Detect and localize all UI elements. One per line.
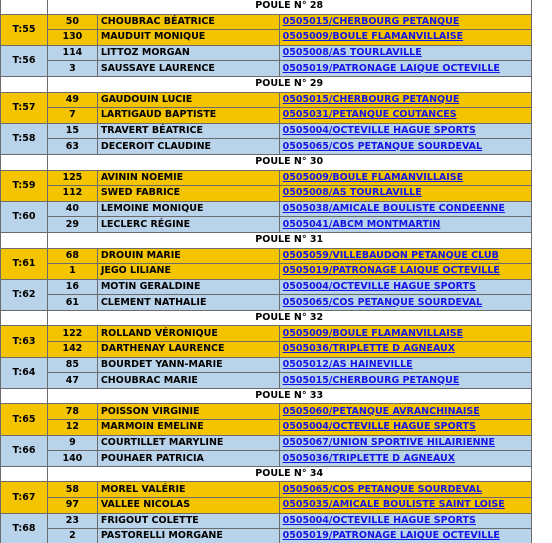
poule-header-row xyxy=(1,232,552,248)
player-number-cell[interactable]: 9 xyxy=(47,435,97,451)
club-link-cell[interactable]: 0505004/OCTEVILLE HAGUE SPORTS xyxy=(279,513,531,529)
empty-cell[interactable] xyxy=(531,30,552,46)
player-number-cell[interactable]: 122 xyxy=(47,326,97,342)
table-row xyxy=(1,342,552,358)
player-number-cell[interactable]: 61 xyxy=(47,295,97,311)
player-number-cell[interactable]: 125 xyxy=(47,170,97,186)
player-name-cell[interactable]: DROUIN MARIE xyxy=(97,248,279,264)
empty-cell[interactable] xyxy=(531,108,552,124)
club-link-cell[interactable]: 0505015/CHERBOURG PETANQUE xyxy=(279,92,531,108)
team-cell[interactable]: T:59 xyxy=(1,170,48,201)
empty-cell[interactable] xyxy=(531,420,552,436)
empty-cell[interactable] xyxy=(531,45,552,61)
empty-cell[interactable] xyxy=(531,279,552,295)
table-row xyxy=(1,498,552,514)
player-number-cell[interactable]: 50 xyxy=(47,14,97,30)
club-link-cell[interactable]: 0505035/AMICALE BOULISTE SAINT LOISE xyxy=(279,498,531,514)
club-link-cell[interactable]: 0505009/BOULE FLAMANVILLAISE xyxy=(279,170,531,186)
club-link-cell[interactable]: 0505012/AS HAINEVILLE xyxy=(279,357,531,373)
club-link-cell[interactable]: 0505036/TRIPLETTE D AGNEAUX xyxy=(279,451,531,467)
empty-cell[interactable] xyxy=(531,529,552,543)
player-number-cell[interactable]: 29 xyxy=(47,217,97,233)
player-name-cell[interactable]: CHOUBRAC BÉATRICE xyxy=(97,14,279,30)
player-number-cell[interactable]: 3 xyxy=(47,61,97,77)
player-number-cell[interactable]: 1 xyxy=(47,264,97,280)
empty-cell[interactable] xyxy=(531,498,552,514)
player-number-cell[interactable]: 97 xyxy=(47,498,97,514)
club-link-cell[interactable]: 0505004/OCTEVILLE HAGUE SPORTS xyxy=(279,420,531,436)
player-number-cell[interactable]: 130 xyxy=(47,30,97,46)
player-name-cell[interactable]: DECEROIT CLAUDINE xyxy=(97,139,279,155)
club-link-cell[interactable]: 0505065/COS PETANQUE SOURDEVAL xyxy=(279,139,531,155)
poule-title[interactable]: POULE N° 33 xyxy=(47,388,531,404)
empty-cell[interactable] xyxy=(531,76,552,92)
table-row xyxy=(1,295,552,311)
table-row xyxy=(1,61,552,77)
empty-cell[interactable] xyxy=(531,326,552,342)
club-link-cell[interactable]: 0505015/CHERBOURG PETANQUE xyxy=(279,14,531,30)
player-number-cell[interactable]: 142 xyxy=(47,342,97,358)
player-name-cell[interactable]: TRAVERT BÉATRICE xyxy=(97,123,279,139)
player-name-cell[interactable]: MOREL VALÉRIE xyxy=(97,482,279,498)
empty-cell[interactable] xyxy=(1,154,48,170)
empty-cell[interactable] xyxy=(531,513,552,529)
club-link-cell[interactable]: 0505015/CHERBOURG PETANQUE xyxy=(279,373,531,389)
team-cell[interactable]: T:64 xyxy=(1,357,48,388)
poule-table-body xyxy=(1,0,552,543)
empty-cell[interactable] xyxy=(1,388,48,404)
empty-cell[interactable] xyxy=(531,357,552,373)
club-link-cell[interactable]: 0505067/UNION SPORTIVE HILAIRIENNE xyxy=(279,435,531,451)
club-link-cell[interactable]: 0505008/AS TOURLAVILLE xyxy=(279,45,531,61)
table-row xyxy=(1,357,552,373)
club-link-cell[interactable]: 0505031/PETANQUE COUTANCES xyxy=(279,108,531,124)
table-row xyxy=(1,248,552,264)
empty-cell[interactable] xyxy=(1,0,48,14)
table-row xyxy=(1,123,552,139)
club-link-cell[interactable]: 0505004/OCTEVILLE HAGUE SPORTS xyxy=(279,123,531,139)
table-row xyxy=(1,279,552,295)
player-number-cell[interactable]: 78 xyxy=(47,404,97,420)
table-row xyxy=(1,529,552,543)
empty-cell[interactable] xyxy=(1,310,48,326)
empty-cell[interactable] xyxy=(531,186,552,202)
player-number-cell[interactable]: 58 xyxy=(47,482,97,498)
player-name-cell[interactable]: PASTORELLI MORGANE xyxy=(97,529,279,543)
club-link-cell[interactable]: 0505004/OCTEVILLE HAGUE SPORTS xyxy=(279,279,531,295)
table-row xyxy=(1,14,552,30)
team-cell[interactable]: T:57 xyxy=(1,92,48,123)
player-number-cell[interactable]: 15 xyxy=(47,123,97,139)
team-cell[interactable]: T:67 xyxy=(1,482,48,513)
team-cell[interactable]: T:55 xyxy=(1,14,48,45)
team-cell[interactable]: T:61 xyxy=(1,248,48,279)
player-name-cell[interactable]: LARTIGAUD BAPTISTE xyxy=(97,108,279,124)
empty-cell[interactable] xyxy=(531,201,552,217)
empty-cell[interactable] xyxy=(531,217,552,233)
poule-title[interactable]: POULE N° 31 xyxy=(47,232,531,248)
empty-cell[interactable] xyxy=(531,482,552,498)
team-cell[interactable]: T:68 xyxy=(1,513,48,543)
player-name-cell[interactable]: COURTILLET MARYLINE xyxy=(97,435,279,451)
poule-header-row xyxy=(1,154,552,170)
table-row xyxy=(1,326,552,342)
player-number-cell[interactable]: 112 xyxy=(47,186,97,202)
empty-cell[interactable] xyxy=(531,466,552,482)
team-cell[interactable]: T:58 xyxy=(1,123,48,154)
player-name-cell[interactable]: GAUDOUIN LUCIE xyxy=(97,92,279,108)
empty-cell[interactable] xyxy=(531,170,552,186)
table-row xyxy=(1,513,552,529)
player-name-cell[interactable]: POUHAER PATRICIA xyxy=(97,451,279,467)
player-number-cell[interactable]: 85 xyxy=(47,357,97,373)
player-name-cell[interactable]: AVININ NOEMIE xyxy=(97,170,279,186)
empty-cell[interactable] xyxy=(531,14,552,30)
club-link-cell[interactable]: 0505009/BOULE FLAMANVILLAISE xyxy=(279,30,531,46)
player-name-cell[interactable]: LECLERC RÉGINE xyxy=(97,217,279,233)
empty-cell[interactable] xyxy=(531,388,552,404)
table-row xyxy=(1,45,552,61)
team-cell[interactable]: T:60 xyxy=(1,201,48,232)
player-name-cell[interactable]: MOTIN GERALDINE xyxy=(97,279,279,295)
table-row xyxy=(1,264,552,280)
table-row xyxy=(1,92,552,108)
table-row xyxy=(1,435,552,451)
empty-cell[interactable] xyxy=(531,404,552,420)
player-number-cell[interactable]: 63 xyxy=(47,139,97,155)
team-cell[interactable]: T:65 xyxy=(1,404,48,435)
player-name-cell[interactable]: LEMOINE MONIQUE xyxy=(97,201,279,217)
poule-header-row xyxy=(1,310,552,326)
club-link-cell[interactable]: 0505041/ABCM MONTMARTIN xyxy=(279,217,531,233)
player-number-cell[interactable]: 40 xyxy=(47,201,97,217)
empty-cell[interactable] xyxy=(531,232,552,248)
table-row xyxy=(1,420,552,436)
player-number-cell[interactable]: 16 xyxy=(47,279,97,295)
empty-cell[interactable] xyxy=(531,154,552,170)
club-link-cell[interactable]: 0505036/TRIPLETTE D AGNEAUX xyxy=(279,342,531,358)
empty-cell[interactable] xyxy=(531,123,552,139)
team-cell[interactable]: T:62 xyxy=(1,279,48,310)
table-row xyxy=(1,404,552,420)
club-link-cell[interactable]: 0505019/PATRONAGE LAIQUE OCTEVILLE xyxy=(279,61,531,77)
empty-cell[interactable] xyxy=(531,451,552,467)
poule-title[interactable]: POULE N° 34 xyxy=(47,466,531,482)
empty-cell[interactable] xyxy=(1,76,48,92)
player-name-cell[interactable]: ROLLAND VÉRONIQUE xyxy=(97,326,279,342)
player-number-cell[interactable]: 7 xyxy=(47,108,97,124)
player-number-cell[interactable]: 68 xyxy=(47,248,97,264)
club-link-cell[interactable]: 0505038/AMICALE BOULISTE CONDEENNE xyxy=(279,201,531,217)
club-link-cell[interactable]: 0505008/AS TOURLAVILLE xyxy=(279,186,531,202)
player-number-cell[interactable]: 23 xyxy=(47,513,97,529)
empty-cell[interactable] xyxy=(1,232,48,248)
table-row xyxy=(1,217,552,233)
empty-cell[interactable] xyxy=(531,139,552,155)
poule-title[interactable]: POULE N° 32 xyxy=(47,310,531,326)
player-number-cell[interactable]: 12 xyxy=(47,420,97,436)
poule-header-row xyxy=(1,76,552,92)
poule-title[interactable]: POULE N° 28 xyxy=(47,0,531,14)
club-link-cell[interactable]: 0505065/COS PETANQUE SOURDEVAL xyxy=(279,295,531,311)
table-row xyxy=(1,482,552,498)
poule-header-row xyxy=(1,388,552,404)
team-cell[interactable]: T:56 xyxy=(1,45,48,76)
player-name-cell[interactable]: SWED FABRICE xyxy=(97,186,279,202)
player-number-cell[interactable]: 47 xyxy=(47,373,97,389)
empty-cell[interactable] xyxy=(531,248,552,264)
table-row xyxy=(1,451,552,467)
player-name-cell[interactable]: MARMOIN EMELINE xyxy=(97,420,279,436)
club-link-cell[interactable]: 0505060/PETANQUE AVRANCHINAISE xyxy=(279,404,531,420)
player-name-cell[interactable]: FRIGOUT COLETTE xyxy=(97,513,279,529)
club-link-cell[interactable]: 0505019/PATRONAGE LAIQUE OCTEVILLE xyxy=(279,529,531,543)
table-row xyxy=(1,170,552,186)
player-name-cell[interactable]: CLEMENT NATHALIE xyxy=(97,295,279,311)
player-name-cell[interactable]: DARTHENAY LAURENCE xyxy=(97,342,279,358)
player-number-cell[interactable]: 140 xyxy=(47,451,97,467)
player-number-cell[interactable]: 2 xyxy=(47,529,97,543)
table-row xyxy=(1,30,552,46)
empty-cell[interactable] xyxy=(531,435,552,451)
empty-cell[interactable] xyxy=(531,310,552,326)
player-name-cell[interactable]: CHOUBRAC MARIE xyxy=(97,373,279,389)
empty-cell[interactable] xyxy=(531,92,552,108)
player-name-cell[interactable]: SAUSSAYE LAURENCE xyxy=(97,61,279,77)
poule-header-row xyxy=(1,0,552,14)
club-link-cell[interactable]: 0505065/COS PETANQUE SOURDEVAL xyxy=(279,482,531,498)
empty-cell[interactable] xyxy=(531,264,552,280)
table-row xyxy=(1,186,552,202)
player-number-cell[interactable]: 114 xyxy=(47,45,97,61)
club-link-cell[interactable]: 0505059/VILLEBAUDON PETANQUE CLUB xyxy=(279,248,531,264)
empty-cell[interactable] xyxy=(531,61,552,77)
player-name-cell[interactable]: BOURDET YANN-MARIE xyxy=(97,357,279,373)
player-name-cell[interactable]: VALLEE NICOLAS xyxy=(97,498,279,514)
club-link-cell[interactable]: 0505019/PATRONAGE LAIQUE OCTEVILLE xyxy=(279,264,531,280)
club-link-cell[interactable]: 0505009/BOULE FLAMANVILLAISE xyxy=(279,326,531,342)
table-row xyxy=(1,108,552,124)
team-cell[interactable]: T:63 xyxy=(1,326,48,357)
player-number-cell[interactable]: 49 xyxy=(47,92,97,108)
poule-title[interactable]: POULE N° 30 xyxy=(47,154,531,170)
empty-cell[interactable] xyxy=(531,342,552,358)
empty-cell[interactable] xyxy=(531,373,552,389)
poule-header-row xyxy=(1,466,552,482)
player-name-cell[interactable]: POISSON VIRGINIE xyxy=(97,404,279,420)
table-row xyxy=(1,373,552,389)
empty-cell[interactable] xyxy=(531,295,552,311)
poule-title[interactable]: POULE N° 29 xyxy=(47,76,531,92)
player-name-cell[interactable]: JEGO LILIANE xyxy=(97,264,279,280)
empty-cell[interactable] xyxy=(531,0,552,14)
team-cell[interactable]: T:66 xyxy=(1,435,48,466)
player-name-cell[interactable]: LITTOZ MORGAN xyxy=(97,45,279,61)
table-row xyxy=(1,139,552,155)
player-name-cell[interactable]: MAUDUIT MONIQUE xyxy=(97,30,279,46)
table-row xyxy=(1,201,552,217)
empty-cell[interactable] xyxy=(1,466,48,482)
